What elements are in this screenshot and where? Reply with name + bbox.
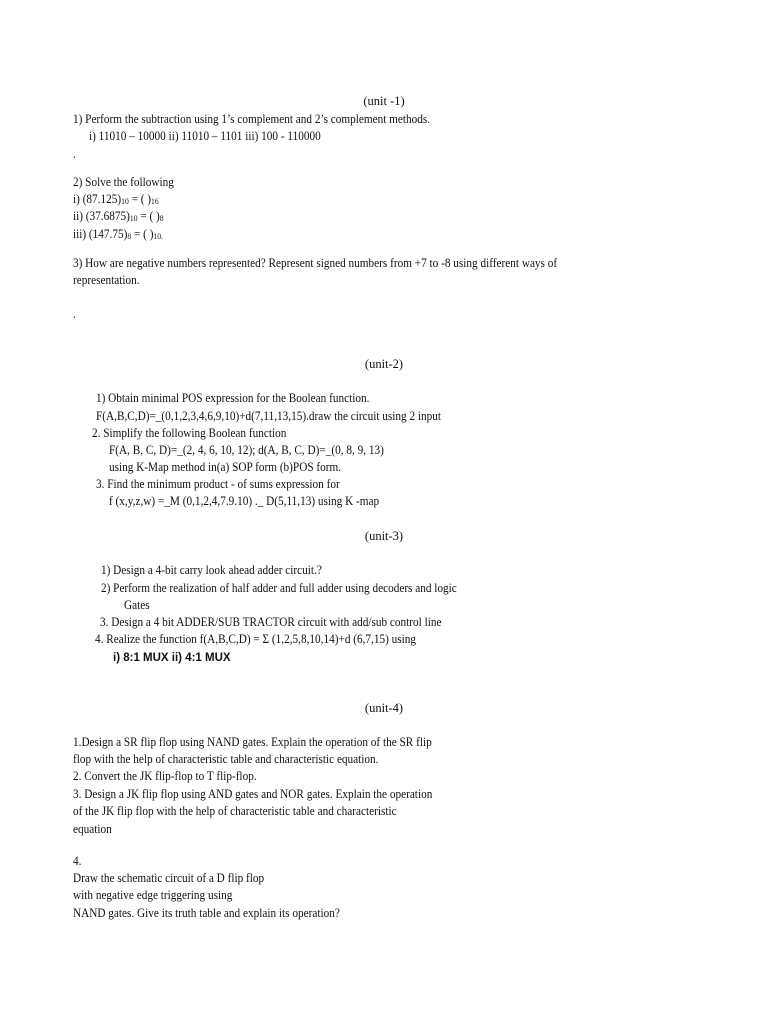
unit3-question-3: 3. Design a 4 bit ADDER/SUB TRACTOR circuit with add/sub control line [100, 615, 442, 629]
unit4-question-4-line3: NAND gates. Give its truth table and explain its operation? [73, 906, 340, 920]
unit4-question-3-line2: of the JK flip flop with the help of characteristic table and characteristic [73, 804, 397, 818]
unit1-question-2-i: i) (87.125)10 = ( )16 [73, 192, 159, 206]
unit4-question-3-line3: equation [73, 822, 112, 836]
unit1-question-1-parts: i) 11010 – 10000 ii) 11010 – 1101 iii) 100 - 110000 [89, 129, 321, 143]
unit2-question-3-line1: 3. Find the minimum product - of sums expression for [96, 477, 340, 491]
unit4-question-1-line2: flop with the help of characteristic table and characteristic equation. [73, 752, 379, 766]
unit2-question-3-line2: f (x,y,z,w) =_M (0,1,2,4,7.9.10) ._ D(5,11,13) using K -map [109, 494, 380, 508]
unit3-question-1: 1) Design a 4-bit carry look ahead adder circuit.? [101, 563, 322, 577]
unit1-dot-1: . [73, 147, 76, 161]
unit4-question-4-line1: Draw the schematic circuit of a D flip flop [73, 871, 265, 885]
unit1-question-3-line1: 3) How are negative numbers represented? Represent signed numbers from +7 to -8 using different ways of [73, 256, 558, 270]
unit3-question-4-parts: i) 8:1 MUX ii) 4:1 MUX [113, 652, 231, 664]
unit4-question-4-line2: with negative edge triggering using [73, 888, 233, 902]
unit4-heading: (unit-4) [364, 701, 404, 715]
unit1-dot-2: . [73, 307, 76, 321]
unit2-heading: (unit-2) [364, 357, 404, 371]
unit1-question-3-line2: representation. [73, 273, 140, 287]
unit1-question-2-ii: ii) (37.6875)10 = ( )8 [73, 209, 164, 223]
unit1-question-2-iii: iii) (147.75)8 = ( )10. [73, 227, 164, 241]
unit3-question-2-line2: Gates [124, 598, 150, 612]
unit2-question-2-line2: F(A, B, C, D)=_(2, 4, 6, 10, 12); d(A, B, C, D)=_(0, 8, 9, 13) [109, 443, 384, 457]
unit3-heading: (unit-3) [364, 529, 404, 543]
unit1-heading: (unit -1) [363, 94, 405, 108]
unit2-question-1-line2: F(A,B,C,D)=_(0,1,2,3,4,6,9,10)+d(7,11,13,15).draw the circuit using 2 input [96, 409, 442, 423]
unit2-question-2-line1: 2. Simplify the following Boolean function [92, 426, 287, 440]
unit4-question-1-line1: 1.Design a SR flip flop using NAND gates. Explain the operation of the SR flip [73, 735, 432, 749]
unit2-question-1-line1: 1) Obtain minimal POS expression for the Boolean function. [96, 391, 370, 405]
unit4-question-3-line1: 3. Design a JK flip flop using AND gates and NOR gates. Explain the operation [73, 787, 433, 801]
unit1-question-2: 2) Solve the following [73, 175, 174, 189]
unit4-question-4-number: 4. [73, 854, 82, 868]
unit3-question-4: 4. Realize the function f(A,B,C,D) = Σ (1,2,5,8,10,14)+d (6,7,15) using [95, 632, 417, 646]
unit2-question-2-line3: using K-Map method in(a) SOP form (b)POS form. [109, 460, 342, 474]
unit1-question-1: 1) Perform the subtraction using 1’s complement and 2’s complement methods. [73, 112, 431, 126]
unit4-question-2: 2. Convert the JK flip-flop to T flip-flop. [73, 769, 257, 783]
unit3-question-2-line1: 2) Perform the realization of half adder and full adder using decoders and logic [101, 581, 457, 595]
